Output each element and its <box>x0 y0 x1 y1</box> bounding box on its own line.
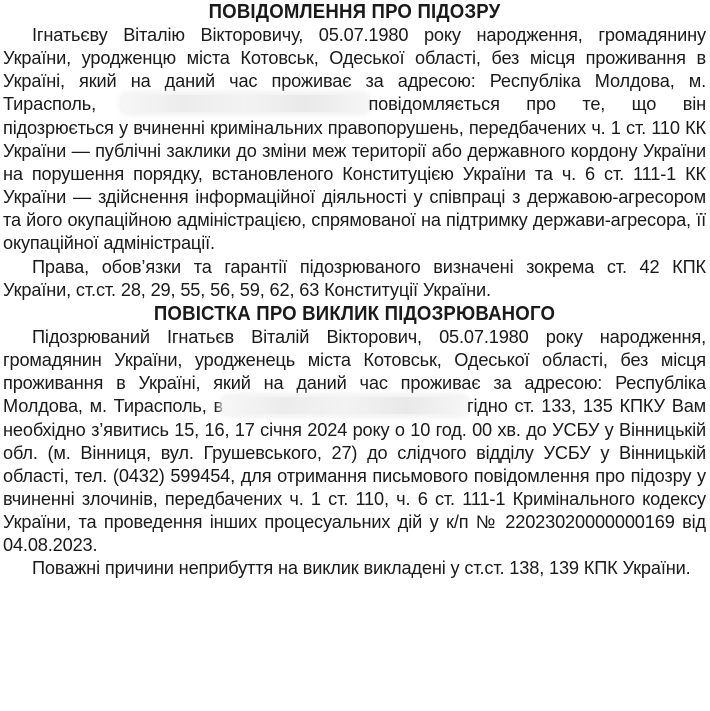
summons-body <box>3 326 706 558</box>
notice-of-suspicion <box>3 0 706 302</box>
summons-valid-reasons: Поважні причини неприбуття на виклик викладені у ст.ст. 138, 139 КПК України. <box>32 558 691 579</box>
summons-body-text-part2: гідно ст. 133, 135 КПКУ Вам необхідно з’явитись 15, 16, 17 січня 2024 року о 10 год. 00 хв. до УСБУ у Вінницькій обл. (м. Вінниця, вул. Грушевського, 27) до слідчого відділу УСБУ у Вінницькій області, тел. (0432) 599454, для отримання письмового повідомлення про підозру у вчиненні злочинів, передбачених ч. 1 ст. 110, ч. 6 ст. 111-1 Кримінального кодексу України, та проведення інших процесуальних дій у к/п № 22023020000000169 від 04.08.2023. <box>3 396 707 556</box>
summons-of-suspect <box>3 302 706 581</box>
redacted-address <box>122 95 368 112</box>
notice-body-text-part2: повідомляється про те, що він підозрюється у вчиненні кримінальних правопорушень, передбачених ч. 1 ст. 110 КК України — публічні заклики до зміни меж території або державного кордону України на порушення порядку, встановленого Конституцією України та ч. 6 ст. 111-1 КК України — здійснення інформаційної діяльності у співпраці з державою-агресором та його окупаційною адміністрацією, спрямованої на підтримку держави-агресора, її окупаційної адміністрації. <box>3 94 707 254</box>
summons-title: ПОВІСТКА ПРО ВИКЛИК ПІДОЗРЮВАНОГО <box>153 302 556 325</box>
summons-body-text-part1: Підозрюваний Ігнатьєв Віталій Вікторович, 05.07.1980 року народження, громадянин України, уродженець міста Котовськ, Одеської області, без місця проживання в Україні, який на даний час проживає за адресою: Республіка Молдова, м. Тирасполь, в <box>3 326 706 417</box>
notice-body-text-part1: Ігнатьєву Віталію Вікторовичу, 05.07.1980 року народження, громадянину України, уродженцю міста Котовськ, Одеської області, без місця проживання в Україні, який на даний час проживає за адресою: Республіка Молдова, м. Тирасполь, <box>3 25 706 115</box>
notice-of-suspicion-title: ПОВІДОМЛЕННЯ ПРО ПІДОЗРУ <box>208 1 501 23</box>
redacted-address <box>223 397 467 414</box>
notice-of-suspicion-body <box>3 24 706 256</box>
notice-of-suspicion-rights: Права, обов’язки та гарантії підозрюваного визначені зокрема ст. 42 КПК України, ст.ст. 28, 29, 55, 56, 59, 62, 63 Конституції України. <box>3 256 706 300</box>
